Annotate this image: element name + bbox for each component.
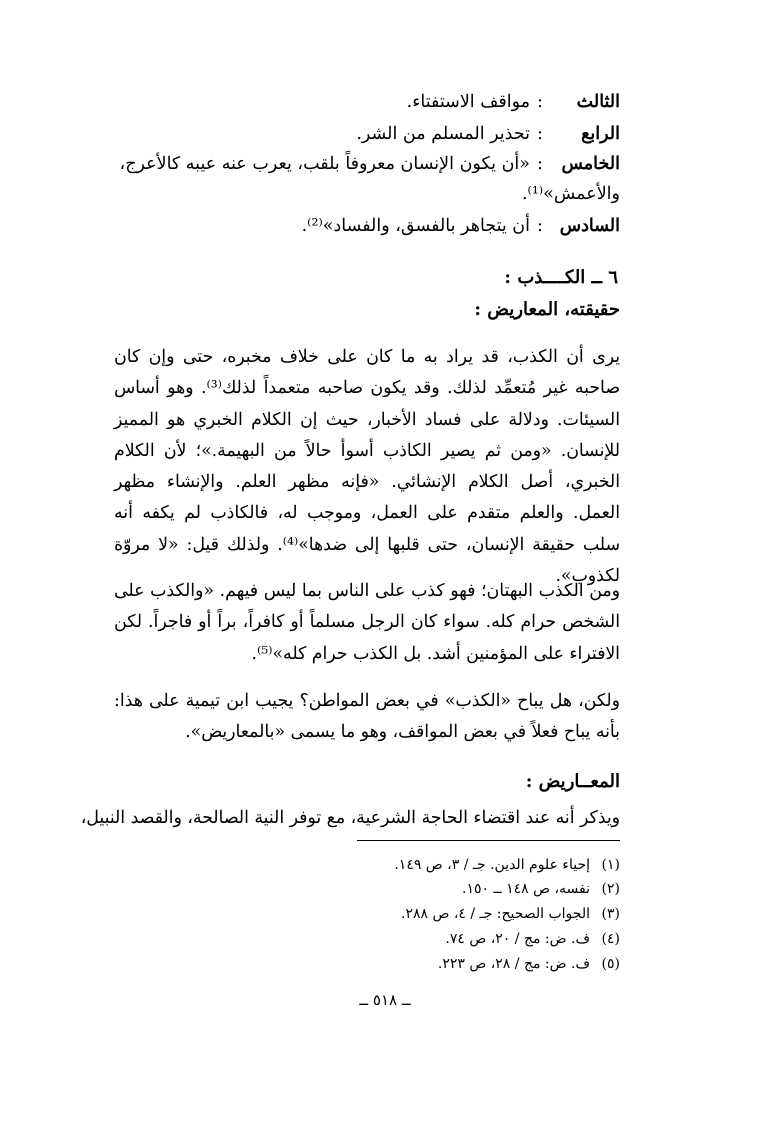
- footnote: (٣)الجواب الصحيح: جـ / ٤، ص ٢٨٨.: [401, 906, 620, 922]
- page-number: ــ ٥١٨ ــ: [359, 991, 411, 1009]
- list-item-label: الرابع: [581, 124, 620, 144]
- list-item: السادس:أن يتجاهر بالفسق، والفساد»⁽²⁾.: [301, 216, 620, 236]
- list-item-label: السادس: [559, 216, 620, 236]
- section-heading: ٦ ــ الكــــذب :: [504, 267, 618, 288]
- list-item-text: تحذير المسلم من الشر.: [356, 124, 530, 144]
- footnote: (١)إحياء علوم الدين. جـ / ٣، ص ١٤٩.: [394, 857, 620, 873]
- list-item-label: الثالث: [576, 92, 620, 112]
- list-item: الثالث:مواقف الاستفتاء.: [406, 92, 620, 112]
- paragraph: ومن الكذب البهتان؛ فهو كذب على الناس بما ليس فيهم. «والكذب على الشخص حرام كله. سواء كان الرجل مسلماً أو كافراً، براً أو فاجراً. لكن الافتراء على المؤمنين أشد. بل الكذب حرام كله»⁽⁵⁾.: [114, 581, 620, 664]
- maarid-line: ويذكر أنه عند اقتضاء الحاجة الشرعية، مع توفر النية الصالحة، والقصد النبيل،: [80, 808, 620, 828]
- list-item-continuation: والأعمش»⁽¹⁾.: [521, 184, 620, 204]
- list-item-label: الخامس: [561, 154, 620, 174]
- list-item: الخامس:«أن يكون الإنسان معروفاً بلقب، يعرب عنه عيبه كالأعرج،: [119, 154, 620, 174]
- footnote-rule: [357, 840, 620, 841]
- paragraph: يرى أن الكذب، قد يراد به ما كان على خلاف مخبره، حتى وإن كان صاحبه غير مُتعمِّد لذلك. وقد يكون صاحبه متعمداً لذلك⁽³⁾. وهو أساس السيئات. ودلالة على فساد الأخبار، حيث إن الكلام الخبري هو المميز للإنسان. «ومن ثم يصير الكاذب أسوأ حالاً من البهيمة.»؛ لأن الكلام الخبري، أصل الكلام الإنشائي. «فإنه مظهر العلم. والإنشاء مظهر العمل. والعلم متقدم على العمل، وموجب له، فالكاذب لم يكفه أنه سلب حقيقة الإنسان، حتى قلبها إلى ضدها»⁽⁴⁾. ولذلك قيل: «لا مروّة لكذوب».: [114, 347, 620, 587]
- maarid-heading: المعــاريض :: [525, 771, 620, 792]
- footnote: (٢)نفسه، ص ١٤٨ ــ ١٥٠.: [461, 881, 620, 897]
- list-item-text: مواقف الاستفتاء.: [406, 92, 530, 112]
- footnote: (٥)ف. ض: مج / ٢٨، ص ٢٢٣.: [437, 956, 620, 972]
- paragraph: ولكن، هل يباح «الكذب» في بعض المواطن؟ يجيب ابن تيمية على هذا: بأنه يباح فعلاً في بعض المواقف، وهو ما يسمى «بالمعاريض».: [114, 691, 620, 743]
- list-item-text: أن يتجاهر بالفسق، والفساد»⁽²⁾.: [301, 216, 530, 236]
- sub-heading: حقيقته، المعاريض :: [474, 299, 620, 320]
- footnote: (٤)ف. ض: مج / ٢٠، ص ٧٤.: [445, 931, 620, 947]
- list-item-text: «أن يكون الإنسان معروفاً بلقب، يعرب عنه عيبه كالأعرج،: [119, 154, 530, 174]
- list-item: الرابع:تحذير المسلم من الشر.: [356, 124, 620, 144]
